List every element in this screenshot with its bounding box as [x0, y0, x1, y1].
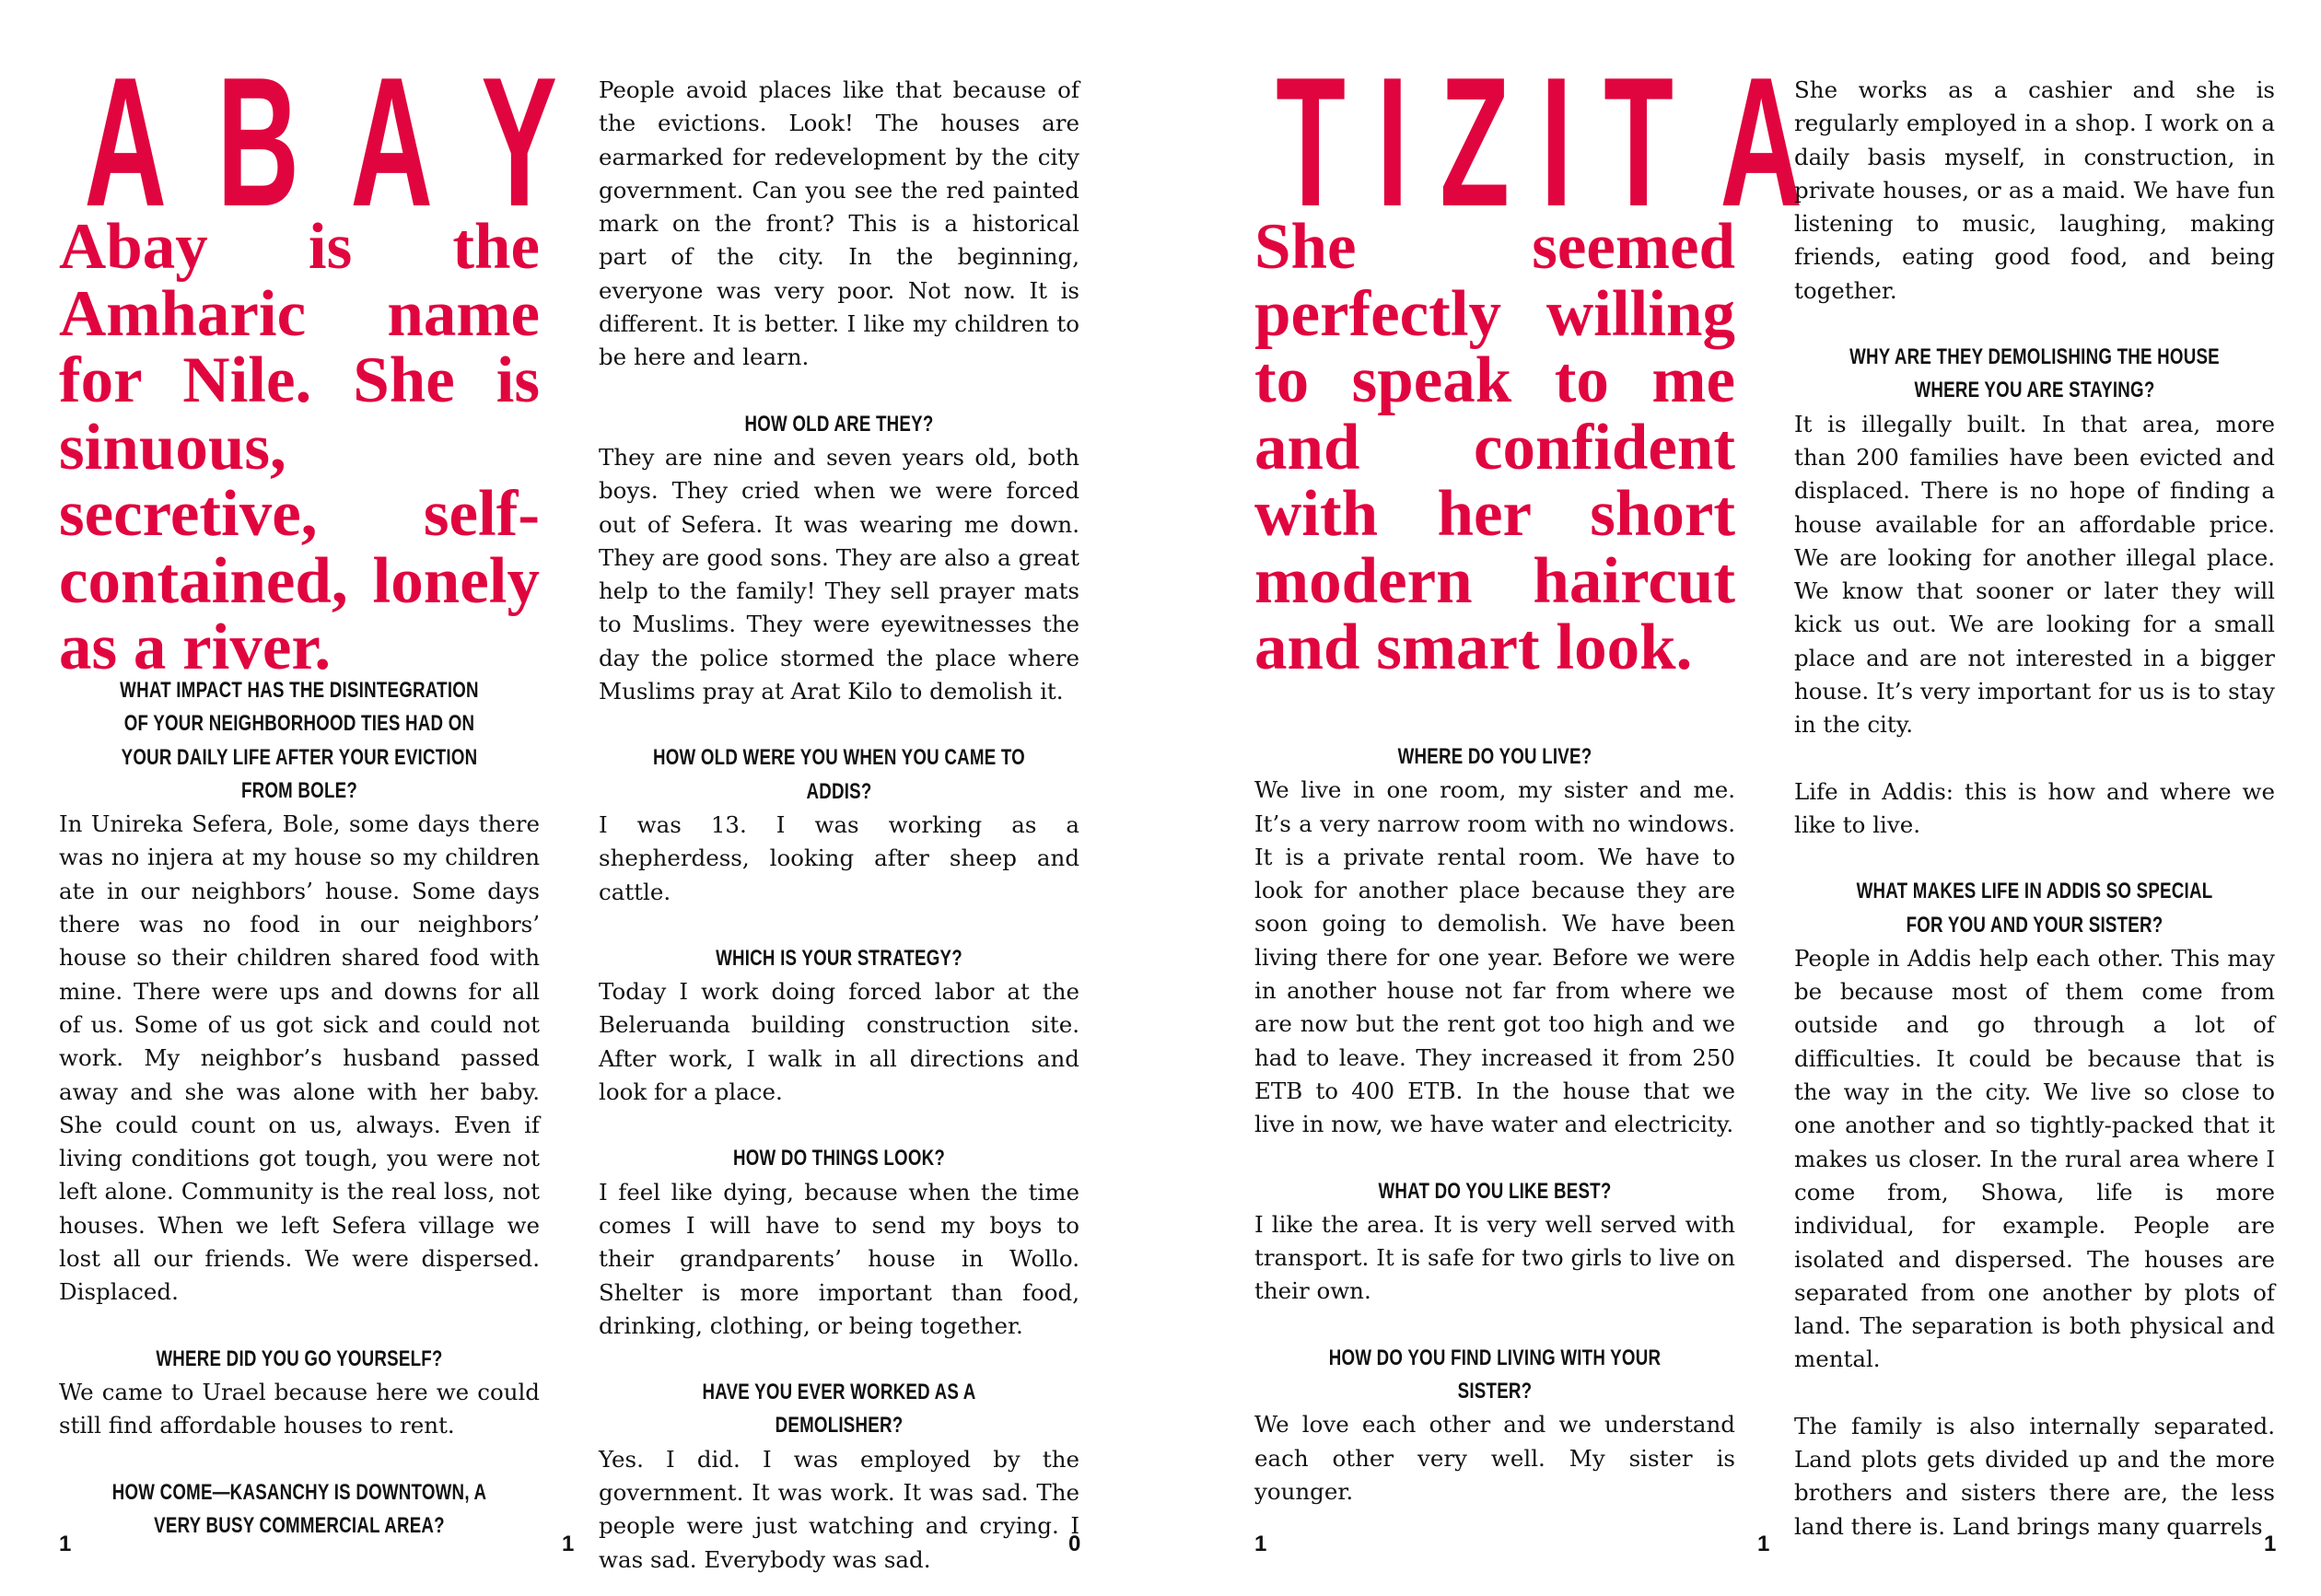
- interview-answer: I like the area. It is very well served with transport. It is safe for two girls to live on their own.: [1254, 1210, 1735, 1305]
- interview-question: HOW OLD WERE YOU WHEN YOU CAME TO ADDIS?: [653, 745, 1025, 804]
- profile-name-tizita: [1254, 40, 1802, 245]
- lede-abay: Abay is the Amharic name for Nile. She is sinuous, secretive, self-contained, lonely as a river.: [59, 211, 540, 683]
- page-number: 1: [2264, 1532, 2277, 1556]
- interview-column-left-1: [59, 674, 540, 1538]
- name-letter: A: [84, 40, 167, 245]
- interview-answer: In Unireka Sefera, Bole, some days there was no injera at my house so my children ate in our neighbors’ house. Some days there was no food in our neighbors’ house so their children shared food with mine. There were ups and downs for all of us. Some of us got sick and could not work. My neighbor’s husband passed away and she was alone with her baby. She could count on us, always. Even if living conditions got tough, you were not left alone. Community is the real loss, not houses. When we left Sefera village we lost all our friends. We were dispersed. Displaced.: [59, 810, 540, 1306]
- interview-answer: We live in one room, my sister and me. It’s a very narrow room with no windows. It is a private rental room. We have to look for another place because they are soon going to demolish. We have been living there for one year. Before we were in another house not far from where we are now but the rent got too high and we had to leave. They increased it from 250 ETB to 400 ETB. In the house that we live in now, we have water and electricity.: [1254, 776, 1735, 1138]
- interview-question: HAVE YOU EVER WORKED AS A DEMOLISHER?: [702, 1380, 976, 1439]
- interview-answer: Life in Addis: this is how and where we like to live.: [1794, 777, 2275, 838]
- name-letter: T: [1276, 40, 1346, 245]
- interview-question: WHY ARE THEY DEMOLISHING THE HOUSE WHERE YOU ARE STAYING?: [1849, 344, 2220, 403]
- interview-answer: She works as a cashier and she is regularly employed in a shop. I work on a daily basis myself, in construction, in private houses, or as a maid. We have fun listening to music, laughing, making friends, eating good food, and being together.: [1794, 76, 2275, 304]
- page-number: 1: [562, 1532, 575, 1556]
- interview-question: WHICH IS YOUR STRATEGY?: [716, 945, 962, 971]
- name-letter: T: [1603, 40, 1674, 245]
- interview-answer: People avoid places like that because of the evictions. Look! The houses are earmarked for redevelopment by the city government. Can you see the red painted mark on the front? This is a historical part of the city. In the beginning, everyone was very poor. Not now. It is different. It is better. I like my children to be here and learn.: [599, 76, 1079, 371]
- interview-answer: Yes. I did. I was employed by the government. It was work. It was sad. The people were just watching and crying. I was sad. Everybody was sad.: [599, 1445, 1079, 1573]
- interview-question: HOW COME—KASANCHY IS DOWNTOWN, A VERY BUSY COMMERCIAL AREA?: [111, 1479, 487, 1538]
- interview-answer: It is illegally built. In that area, more than 200 families have been evicted and displaced. There is no hope of finding a house available for an affordable price. We are looking for another illegal place. We know that sooner or later they will kick us out. We are looking for a small place and are not interested in a bigger house. It’s very important for us is to stay in the city.: [1794, 410, 2275, 739]
- lede-tizita: She seemed perfectly willing to speak to me and confident with her short modern haircut and smart look.: [1254, 211, 1735, 683]
- interview-question: WHAT DO YOU LIKE BEST?: [1378, 1178, 1612, 1204]
- interview-column-right-2: [1794, 74, 2275, 1540]
- interview-question: WHAT IMPACT HAS THE DISINTEGRATION OF YOUR NEIGHBORHOOD TIES HAD ON YOUR DAILY LIFE AFTER YOUR EVICTION FROM BOLE?: [120, 678, 479, 803]
- interview-answer: They are nine and seven years old, both boys. They cried when we were forced out of Sefera. It was wearing me down. They are good sons. They are also a great help to the family! They sell prayer mats to Muslims. They were eyewitnesses the day the police stormed the place where Muslims pray at Arat Kilo to demolish it.: [599, 443, 1079, 705]
- interview-question: HOW DO THINGS LOOK?: [732, 1146, 946, 1171]
- interview-column-left-2: [599, 74, 1079, 1573]
- interview-question: HOW DO YOU FIND LIVING WITH YOUR SISTER?: [1328, 1345, 1662, 1404]
- name-letter: I: [1540, 40, 1572, 245]
- interview-question: HOW OLD ARE THEY?: [744, 411, 934, 437]
- interview-question: WHERE DID YOU GO YOURSELF?: [156, 1346, 443, 1371]
- name-letter: B: [216, 40, 300, 245]
- name-letter: A: [1720, 40, 1802, 245]
- interview-answer: Today I work doing forced labor at the Beleruanda building construction site. After work, I walk in all directions and look for a place.: [599, 978, 1079, 1106]
- page-number: 1: [1254, 1532, 1267, 1556]
- interview-answer: We came to Urael because here we could still find affordable houses to rent.: [59, 1378, 540, 1439]
- interview-answer: People in Addis help each other. This may be because most of them come from outside and go through a lot of difficulties. It could be because that is the way in the city. We live so close to one another and so tightly-packed that it makes us closer. In the rural area where I come from, Showa, life is more individual, for example. People are isolated and dispersed. The houses are separated from one another by plots of land. The separation is both physical and mental.: [1794, 944, 2275, 1373]
- interview-question: WHERE DO YOU LIVE?: [1397, 744, 1592, 769]
- name-letter: Y: [481, 40, 558, 245]
- interview-answer: I was 13. I was working as a shepherdess, looking after sheep and cattle.: [599, 810, 1079, 905]
- page-number: 1: [59, 1532, 72, 1556]
- interview-column-right-1: [1254, 740, 1735, 1532]
- page-number: 1: [1757, 1532, 1770, 1556]
- interview-answer: The family is also internally separated. Land plots gets divided up and the more brothers and sisters there are, the less land there is. Land brings many quarrels: [1794, 1412, 2275, 1540]
- name-letter: I: [1376, 40, 1409, 245]
- interview-question: WHAT MAKES LIFE IN ADDIS SO SPECIAL FOR YOU AND YOUR SISTER?: [1856, 879, 2213, 938]
- profile-name-abay: [59, 40, 558, 245]
- interview-answer: I feel like dying, because when the time comes I will have to send my boys to their grandparents’ house in Wollo. Shelter is more important than food, drinking, clothing, or being together.: [599, 1178, 1079, 1339]
- name-letter: A: [350, 40, 433, 245]
- page-number: 0: [1068, 1532, 1081, 1556]
- name-letter: Z: [1439, 40, 1510, 245]
- interview-answer: We love each other and we understand each other very well. My sister is younger.: [1254, 1411, 1735, 1505]
